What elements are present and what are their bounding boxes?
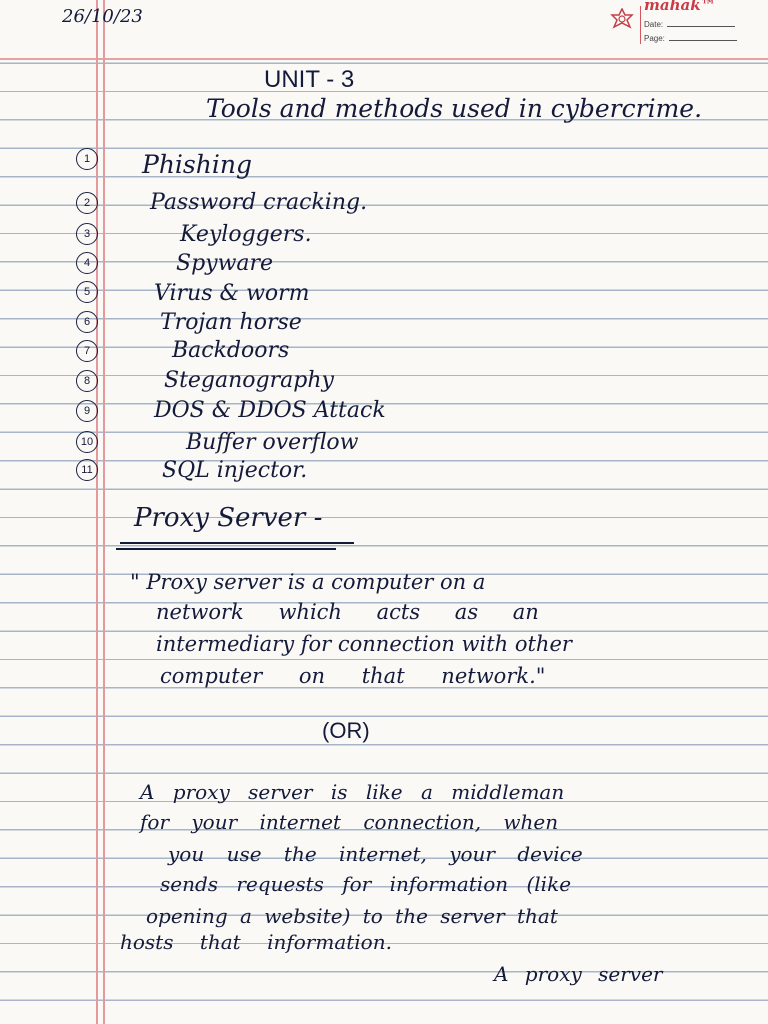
list-number: 7 [76,340,98,362]
flower-logo-icon [610,8,634,32]
list-item: Virus & worm [154,281,310,306]
date-label: Date: [644,20,664,29]
definition-line: network which acts as an [156,600,539,624]
page-field [644,34,737,43]
list-number: 2 [76,192,98,214]
notebook-brand-box [606,0,768,48]
list-item: DOS & DDOS Attack [154,398,386,423]
list-number: 6 [76,311,98,333]
list-number: 5 [76,281,98,303]
list-item: Buffer overflow [186,430,359,455]
paragraph-line: hosts that information. [120,930,392,954]
list-number: 8 [76,370,98,392]
list-item: Spyware [176,251,274,276]
heading-underline [120,542,354,544]
brand-divider [640,6,641,44]
margin-line [103,0,105,1024]
or-separator: (OR) [322,718,370,743]
brand-name: mahak™ [644,0,716,14]
definition-line: intermediary for connection with other [156,632,572,656]
list-number: 1 [76,148,98,170]
unit-subtitle: Tools and methods used in cybercrime. [206,94,703,123]
definition-line: computer on that network." [160,664,546,688]
list-item: Steganography [164,368,334,393]
paragraph-line: for your internet connection, when [140,810,559,834]
list-number: 3 [76,223,98,245]
paragraph-line: opening a website) to the server that [146,904,558,928]
definition-line: " Proxy server is a computer on a [130,570,486,594]
heading-underline [116,548,336,550]
paragraph-line: A proxy server is like a middleman [140,780,565,804]
paragraph-line: you use the internet, your device [168,842,583,866]
list-item: Password cracking. [150,190,368,215]
unit-heading: UNIT - 3 [264,66,355,93]
list-number: 4 [76,252,98,274]
list-item: Trojan horse [160,310,302,335]
list-item: Backdoors [172,338,290,363]
list-number: 11 [76,459,98,481]
date-written: 26/10/23 [62,6,143,27]
header-rule [0,58,768,60]
list-item: Keyloggers. [180,222,312,247]
page-label: Page: [644,34,665,43]
list-item: Phishing [142,150,252,179]
section-heading: Proxy Server - [134,503,323,533]
date-field [644,20,735,29]
paragraph-line: sends requests for information (like [160,872,572,896]
list-item: SQL injector. [162,458,308,483]
list-number: 9 [76,400,98,422]
list-number: 10 [76,431,98,453]
paragraph-line: A proxy server [494,962,663,986]
